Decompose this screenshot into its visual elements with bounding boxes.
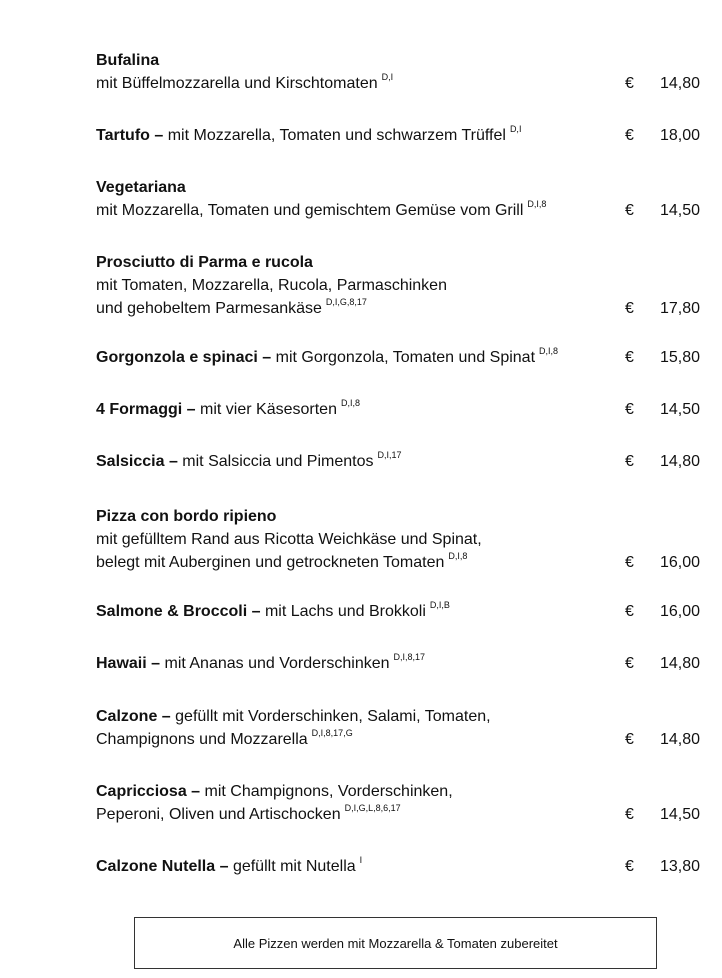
price: 14,80 bbox=[659, 75, 700, 92]
currency-symbol: € bbox=[625, 603, 634, 620]
menu-item-line bbox=[96, 528, 706, 551]
price: 14,80 bbox=[659, 655, 700, 672]
allergen-codes: D,I bbox=[381, 72, 394, 82]
allergen-codes: D,I,8 bbox=[340, 398, 360, 408]
price: 15,80 bbox=[659, 349, 700, 366]
menu-item-line bbox=[96, 251, 706, 274]
menu-item-line bbox=[96, 176, 706, 199]
footer-note-box bbox=[134, 917, 657, 969]
price: 17,80 bbox=[659, 300, 700, 317]
allergen-codes: D,I,8 bbox=[527, 199, 547, 209]
pizza-description: mit Tomaten, Mozzarella, Rucola, Parmaschinken bbox=[96, 277, 447, 294]
menu-item bbox=[96, 705, 706, 751]
allergen-codes: D,I,B bbox=[429, 600, 450, 610]
price: 14,50 bbox=[659, 806, 700, 823]
currency-symbol: € bbox=[625, 349, 634, 366]
name-separator: – bbox=[186, 783, 205, 800]
menu-item bbox=[96, 505, 706, 574]
menu-item-line bbox=[96, 124, 706, 147]
pizza-name: Salmone & Broccoli bbox=[96, 603, 248, 620]
allergen-codes: D,I,8,17,G bbox=[311, 728, 353, 738]
menu-item bbox=[96, 49, 706, 95]
menu-item-line bbox=[96, 780, 706, 803]
menu-item-line bbox=[96, 705, 706, 728]
menu-item-line bbox=[96, 505, 706, 528]
name-separator: – bbox=[257, 349, 276, 366]
pizza-description: mit Mozzarella, Tomaten und gemischtem Gemüse vom Grill bbox=[96, 202, 524, 219]
price: 14,80 bbox=[659, 731, 700, 748]
menu-item-line bbox=[96, 297, 706, 320]
pizza-description: gefüllt mit Vorderschinken, Salami, Tomaten, bbox=[175, 708, 491, 725]
name-separator: – bbox=[149, 127, 168, 144]
menu-item bbox=[96, 780, 706, 826]
pizza-description: mit Büffelmozzarella und Kirschtomaten bbox=[96, 75, 378, 92]
allergen-codes: D,I,8 bbox=[448, 551, 468, 561]
menu-item bbox=[96, 652, 706, 675]
allergen-codes: D,I,8,17 bbox=[393, 652, 426, 662]
menu-item-line bbox=[96, 652, 706, 675]
name-separator: – bbox=[247, 603, 265, 620]
pizza-description: belegt mit Auberginen und getrockneten Tomaten bbox=[96, 554, 445, 571]
menu-item bbox=[96, 346, 706, 369]
currency-symbol: € bbox=[625, 806, 634, 823]
price: 18,00 bbox=[659, 127, 700, 144]
allergen-codes: I bbox=[359, 855, 363, 865]
pizza-description: mit Champignons, Vorderschinken, bbox=[204, 783, 453, 800]
allergen-codes: D,I,G,L,8,6,17 bbox=[344, 803, 401, 813]
menu-item bbox=[96, 251, 706, 320]
pizza-name: Capricciosa bbox=[96, 783, 187, 800]
pizza-description: mit gefülltem Rand aus Ricotta Weichkäse und Spinat, bbox=[96, 531, 482, 548]
menu-item-line bbox=[96, 803, 706, 826]
allergen-codes: D,I bbox=[509, 124, 522, 134]
menu-item bbox=[96, 398, 706, 421]
name-separator: – bbox=[215, 858, 233, 875]
price: 16,00 bbox=[659, 603, 700, 620]
pizza-description: mit Mozzarella, Tomaten und schwarzem Trüffel bbox=[167, 127, 506, 144]
allergen-codes: D,I,17 bbox=[377, 450, 402, 460]
pizza-description: mit Salsiccia und Pimentos bbox=[182, 453, 374, 470]
menu-item-line bbox=[96, 855, 706, 878]
name-separator: – bbox=[146, 655, 165, 672]
pizza-description: Champignons und Mozzarella bbox=[96, 731, 308, 748]
currency-symbol: € bbox=[625, 858, 634, 875]
pizza-name: Pizza con bordo ripieno bbox=[96, 508, 277, 525]
pizza-name: Bufalina bbox=[96, 52, 160, 69]
menu-item bbox=[96, 124, 706, 147]
pizza-description: mit vier Käsesorten bbox=[200, 401, 337, 418]
menu-item-line bbox=[96, 450, 706, 473]
menu-item-line bbox=[96, 274, 706, 297]
menu-item bbox=[96, 450, 706, 473]
menu-item-line bbox=[96, 551, 706, 574]
menu-item-line bbox=[96, 199, 706, 222]
pizza-name: Vegetariana bbox=[96, 179, 186, 196]
currency-symbol: € bbox=[625, 453, 634, 470]
currency-symbol: € bbox=[625, 731, 634, 748]
price: 14,80 bbox=[659, 453, 700, 470]
pizza-description: mit Lachs und Brokkoli bbox=[264, 603, 426, 620]
currency-symbol: € bbox=[625, 655, 634, 672]
pizza-description: mit Ananas und Vorderschinken bbox=[164, 655, 390, 672]
pizza-name: Calzone Nutella bbox=[96, 858, 216, 875]
menu-item-line bbox=[96, 49, 706, 72]
currency-symbol: € bbox=[625, 75, 634, 92]
currency-symbol: € bbox=[625, 202, 634, 219]
pizza-name: Tartufo bbox=[96, 127, 150, 144]
price: 14,50 bbox=[659, 202, 700, 219]
allergen-codes: D,I,8 bbox=[539, 346, 559, 356]
menu-item bbox=[96, 855, 706, 878]
pizza-description: mit Gorgonzola, Tomaten und Spinat bbox=[275, 349, 536, 366]
pizza-name: Hawaii bbox=[96, 655, 147, 672]
pizza-name: Gorgonzola e spinaci bbox=[96, 349, 258, 366]
pizza-description: gefüllt mit Nutella bbox=[232, 858, 356, 875]
pizza-name: 4 Formaggi bbox=[96, 401, 183, 418]
name-separator: – bbox=[157, 708, 176, 725]
pizza-description: und gehobeltem Parmesankäse bbox=[96, 300, 322, 317]
pizza-name: Calzone bbox=[96, 708, 158, 725]
price: 16,00 bbox=[659, 554, 700, 571]
menu-item-line bbox=[96, 728, 706, 751]
menu-item-line bbox=[96, 398, 706, 421]
menu-item bbox=[96, 176, 706, 222]
currency-symbol: € bbox=[625, 401, 634, 418]
footer-note: Alle Pizzen werden mit Mozzarella & Tomaten zubereitet bbox=[233, 936, 558, 951]
name-separator: – bbox=[182, 401, 201, 418]
price: 13,80 bbox=[659, 858, 700, 875]
name-separator: – bbox=[164, 453, 183, 470]
currency-symbol: € bbox=[625, 127, 634, 144]
currency-symbol: € bbox=[625, 554, 634, 571]
menu-item-line bbox=[96, 72, 706, 95]
price: 14,50 bbox=[659, 401, 700, 418]
currency-symbol: € bbox=[625, 300, 634, 317]
pizza-name: Salsiccia bbox=[96, 453, 165, 470]
menu-item-line bbox=[96, 600, 706, 623]
menu-item-line bbox=[96, 346, 706, 369]
menu-item bbox=[96, 600, 706, 623]
pizza-name: Prosciutto di Parma e rucola bbox=[96, 254, 313, 271]
allergen-codes: D,I,G,8,17 bbox=[325, 297, 367, 307]
pizza-description: Peperoni, Oliven und Artischocken bbox=[96, 806, 341, 823]
